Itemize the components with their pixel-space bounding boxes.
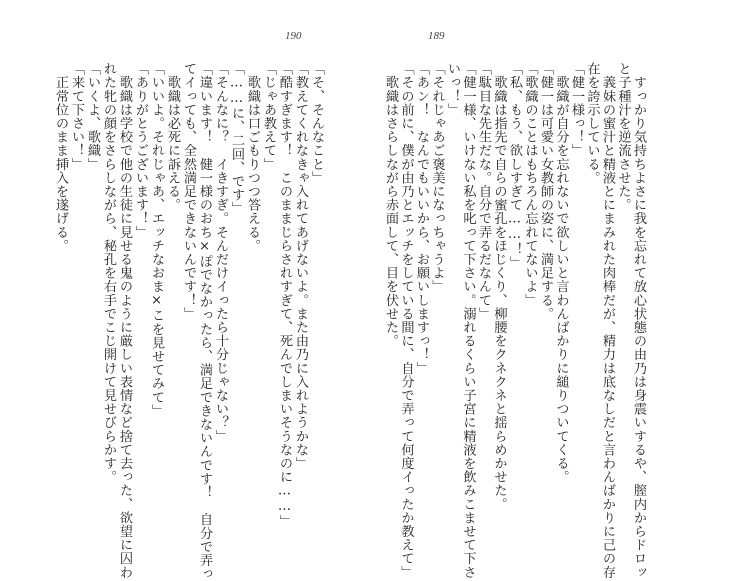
text-line: 歌織は学校で他の生徒に見せる鬼のように厳しい表情など捨て去った、欲望に囚わ [117,62,132,579]
text-line: 「来て下さい！」 [69,62,84,171]
text-line: 「いいよ。それじゃあ、エッチなおま×こを見せてみて」 [149,62,164,418]
text-line: 歌織が自分を忘れないで欲しいと言わんばかりに縋りついてくる。 [553,62,569,484]
text-line: てイっても、全然満足できないんです！」 [181,62,196,321]
text-line: 「健一は可愛い女教師の姿に、満足する。 [538,62,553,321]
page-gutter [367,20,368,506]
text-line: 「あン！ なんでもいいから、お願いしますっ！」 [414,62,429,375]
text-line: 「そ、そんなこと」 [309,62,324,185]
text-line: 「歌織のことはもちろん忘れてないよ」 [522,62,538,307]
text-line: と子種汁を逆流させた。 [615,62,631,212]
text-line: 「そんなに？ イきすぎ。そんだけイったら十分じゃない？」 [213,62,228,443]
left-page-number: 190 [285,30,302,42]
text-line: 「その前に、僕が由乃とエッチをしている間に、自分で弄って何度イったか教えて」 [398,62,414,579]
text-line: れた牝の顔をさらしながら、秘孔を右手でこじ開けて見せびらかす。 [101,62,116,484]
text-line: 「ありがとうございます！」 [133,62,148,239]
text-line: 歌織は口ごもりつつ答える。 [245,62,260,253]
text-line: 「それじゃあご褒美になっちゃうよ」 [429,62,445,294]
text-line: 「駄目な先生だな。自分で弄るだなんて」 [476,62,491,321]
right-page-number: 189 [428,30,445,42]
text-line: すっかり気持ちよさに我を忘れて放心状態の由乃は身震いするや、膣内からドロッ [631,62,646,579]
text-line: 「健一様っ！」 [569,62,584,158]
text-line: 歌織はさらしながら赤面して、目を伏せた。 [383,62,398,348]
text-line: 「じゃあ教えて」 [261,62,276,171]
text-line: いっ！」 [445,62,460,117]
text-line: 「いくよ、歌織」 [85,62,100,171]
text-line: 「教えてくれなきゃ入れてあげないよ。また由乃に入れようかな」 [293,62,308,470]
text-line: 「……に、二回、です」 [229,62,244,216]
text-line: 「私、もう、欲しすぎて……！」 [507,62,522,270]
text-line: 「酷すぎます！ このままじらされすぎて、死んでしまいそうなのに……」 [277,62,292,528]
text-line: 在を誇示している。 [584,62,600,185]
text-line: 義妹の蜜汁と精液とにまみれた肉棒だが、精力は底なしだと言わんばかりに己の存 [600,62,615,579]
text-line: 正常位のまま挿入を遂げる。 [53,62,68,253]
text-line: 「違います！ 健一様のおち×ぽでなかったら、満足できないんです！ 自分で弄っ [197,62,212,581]
text-line: 「健一様、いけない私を叱って下さい。溺れるくらい子宮に精液を飲みこませて下さ [460,62,476,579]
text-line: 歌織は指先で自らの蜜孔をほじくり、柳腰をクネクネと揺らめかせた。 [491,62,507,511]
text-line: 歌織は必死に訴える。 [165,62,180,212]
